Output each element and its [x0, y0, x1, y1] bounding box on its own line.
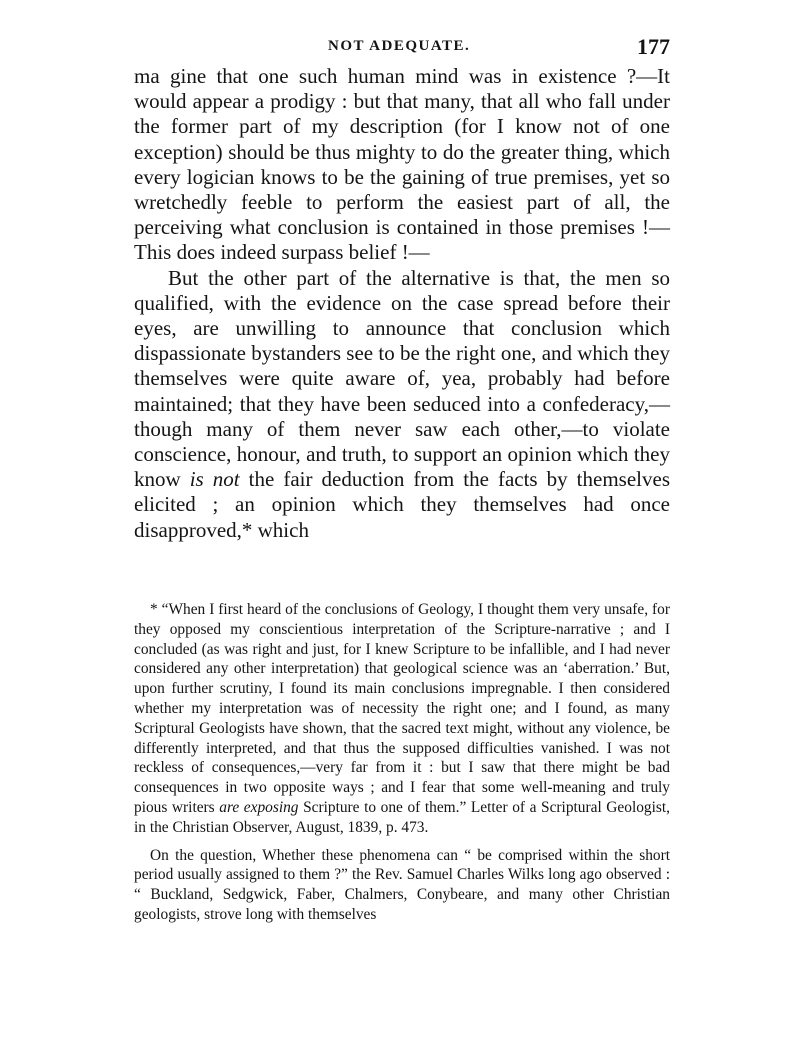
page-number: 177 [637, 34, 670, 59]
footnote-paragraph [134, 600, 670, 838]
page-header [134, 34, 670, 64]
paragraph-text: ma gine that one such human mind was in existence ?—It would appear a prodigy : but that many, that all who fall under the former part of my description (for I know not of one exception) should be thus mighty to do the greater thing, which every logician knows to be the gaining of true premises, yet so wretchedly feeble to perform the easiest part of all, the perceiving what conclusion is contained in those premises !—This does indeed surpass belief !— [134, 64, 670, 265]
paragraph-text: But the other part of the alternative is that, the men so qualified, with the evidence on the case spread before their eyes, are unwilling to announce that conclusion which dispassionate bystanders see to be the right one, and which they themselves were quite aware of, yea, probably had before maintained; that they have been seduced into a confederacy,—though many of them never saw each other,—to violate conscience, honour, and truth, to support an opinion which they know [134, 265, 670, 492]
footnote-text: Scripture to one of them.” Letter of a Scriptural Geologist, in the Christian Observer, August, 1839, p. 473. [134, 798, 670, 836]
paragraph [134, 64, 670, 266]
footnote-emphasis: are exposing [219, 798, 299, 816]
running-head: NOT ADEQUATE. [328, 38, 471, 54]
footnote [134, 600, 670, 925]
paragraph [134, 266, 670, 543]
main-text [134, 64, 670, 543]
footnote-paragraph [134, 846, 670, 925]
paragraph-text: the fair deduction from the facts by themselves elicited ; an opinion which they themselves had once disapproved,* which [134, 467, 670, 542]
footnote-text: * “When I first heard of the conclusions of Geology, I thought them very unsafe, for they opposed my conscientious interpretation of the Scripture-narrative ; and I concluded (as was right and just, for I knew Scripture to be infallible, and I had never considered any other interpretation) that geological science was an ‘aberration.’ But, upon further scrutiny, I found its main conclusions impregnable. I then considered whether my interpretation was of necessity the right one; and I found, as many Scriptural Geologists have shown, that the sacred text might, without any violence, be differently interpreted, and that thus the supposed difficulties vanished. I was not reckless of consequences,—very far from it : but I saw that there might be bad consequences in two opposite ways ; and I fear that some well-meaning and truly pious writers [134, 601, 670, 816]
emphasis-text: is not [189, 467, 240, 492]
footnote-text: On the question, Whether these phenomena can “ be comprised within the short period usually assigned to them ?” the Rev. Samuel Charles Wilks long ago observed : “ Buckland, Sedgwick, Faber, Chalmers, Conybeare, and many other Christian geologists, strove long with themselves [134, 846, 670, 923]
